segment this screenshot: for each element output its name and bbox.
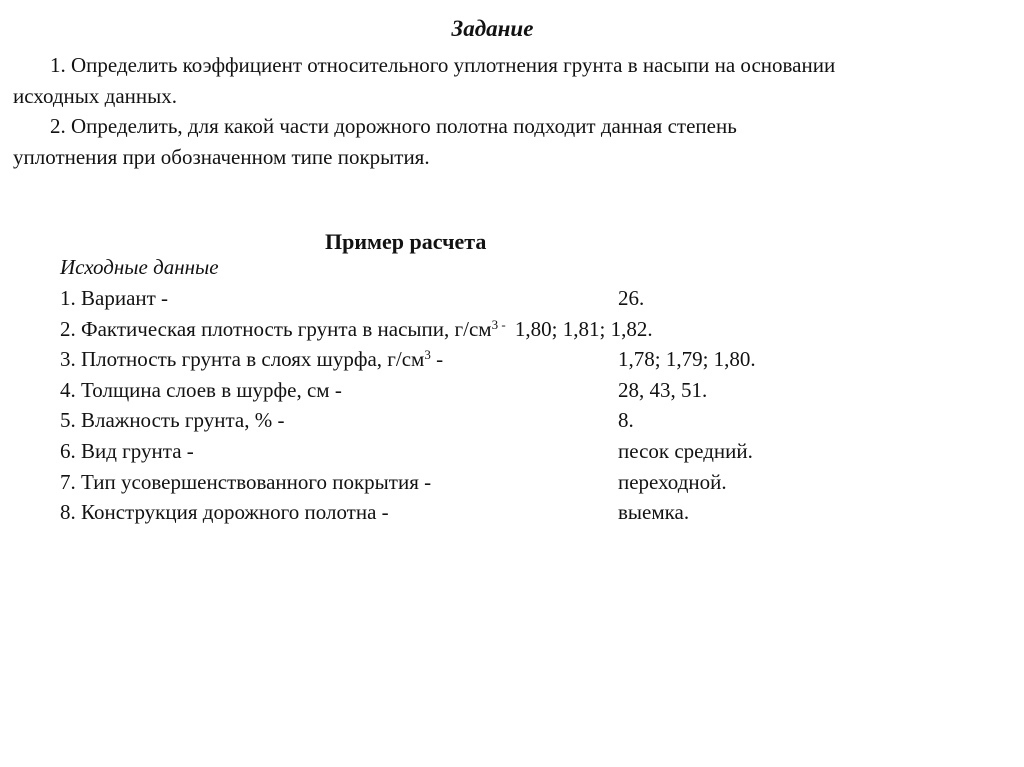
task-2-line-2: уплотнения при обозначенном типе покрытия. — [13, 144, 430, 169]
row-label: 5. Влажность грунта, % - — [60, 408, 285, 433]
list-item — [60, 436, 1010, 467]
list-item — [60, 344, 1010, 375]
row-label-post: - — [430, 347, 444, 372]
list-item — [60, 497, 1010, 528]
task-paragraphs — [13, 50, 1013, 172]
row-value: песок средний. — [618, 438, 753, 463]
list-item — [60, 314, 1010, 345]
row-value: 26. — [618, 286, 645, 310]
list-item — [60, 467, 1010, 498]
row-label: 8. Конструкция дорожного полотна - — [60, 500, 389, 525]
task-1-line-2: исходных данных. — [13, 83, 178, 108]
task-2-line-1: 2. Определить, для какой части дорожного полотна подходит данная степень — [50, 114, 737, 138]
task-1-line-1: 1. Определить коэффициент относительного уплотнения грунта в насыпи на основании — [50, 53, 836, 77]
list-item — [60, 375, 1010, 406]
row-value: выемка. — [618, 500, 690, 525]
source-data-heading: Исходные данные — [60, 255, 219, 279]
list-item — [60, 405, 1010, 436]
row-value: 8. — [618, 408, 634, 433]
row-label: 4. Толщина слоев в шурфе, см - — [60, 377, 342, 402]
row-label: 3. Плотность грунта в слоях шурфа, г/см — [60, 347, 425, 372]
row-value: 1,80; 1,81; 1,82. — [514, 316, 653, 341]
row-superscript: 3 - — [491, 316, 506, 332]
row-value: 28, 43, 51. — [618, 377, 708, 402]
page-title: Задание — [451, 16, 534, 41]
row-label: 7. Тип усовершенствованного покрытия - — [60, 469, 432, 494]
row-label: 2. Фактическая плотность грунта в насыпи, г/см — [60, 316, 492, 341]
list-item — [60, 283, 1010, 314]
row-value: 1,78; 1,79; 1,80. — [618, 347, 756, 372]
row-label: 6. Вид грунта - — [60, 438, 194, 463]
row-value: переходной. — [618, 469, 727, 494]
source-data-list — [60, 283, 1010, 528]
row-label: 1. Вариант - — [60, 286, 169, 310]
example-heading: Пример расчета — [325, 229, 487, 254]
row-superscript: 3 — [424, 347, 431, 363]
